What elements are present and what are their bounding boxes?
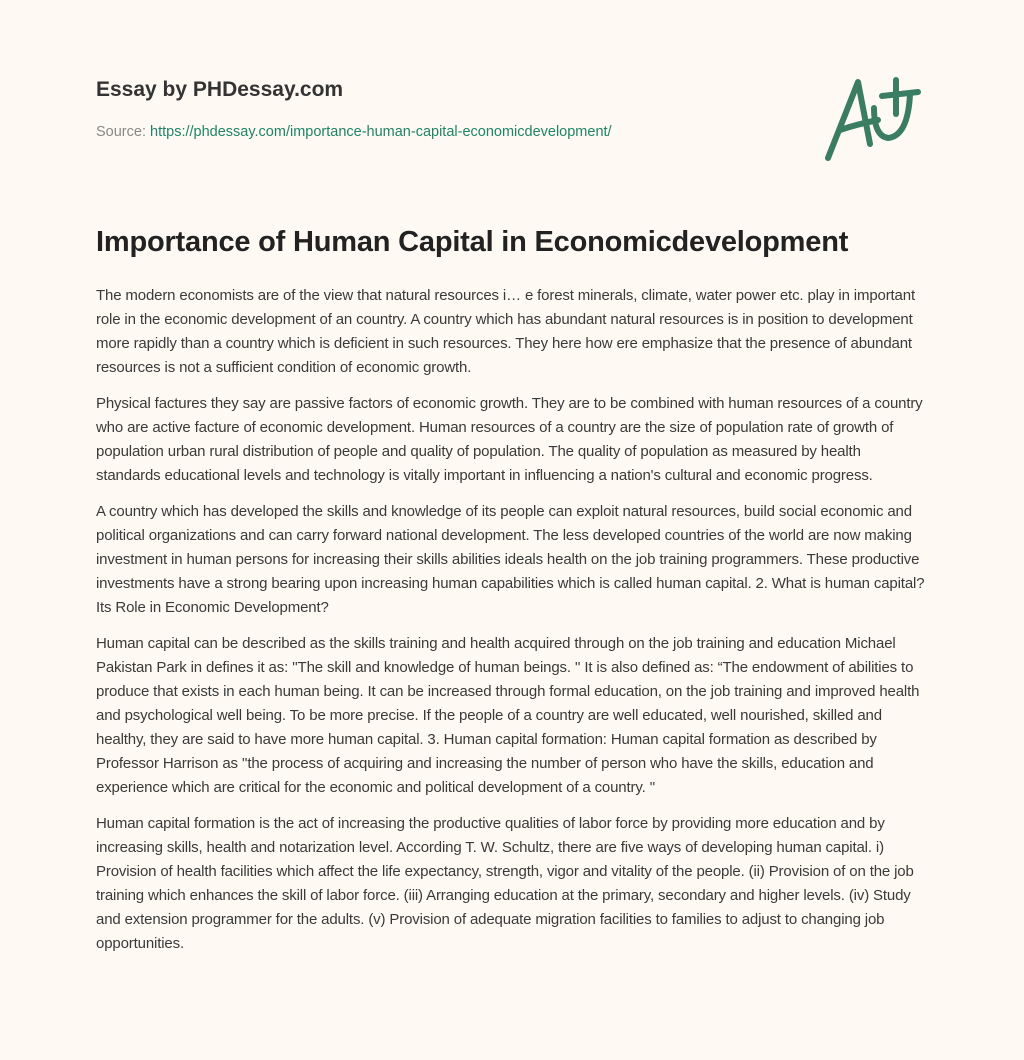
paragraph: Physical factures they say are passive factors of economic growth. They are to be combined with human resources of a country who are active facture of economic development. Human resources of a country are the size of population rate of growth of population urban rural distribution of people and quality of population. The quality of population as measured by health standards educational levels and technology is vitally important in influencing a nation's cultural and economic progress. xyxy=(96,395,923,484)
source-line xyxy=(96,124,612,140)
article-body xyxy=(96,284,926,968)
source-link[interactable]: https://phdessay.com/importance-human-capital-economicdevelopment/ xyxy=(150,124,612,140)
a-plus-logo-icon xyxy=(818,74,928,166)
paragraph: The modern economists are of the view that natural resources i… e forest minerals, climate, water power etc. play in important role in the economic development of an country. A country which has abundant natural resources is in position to development more rapidly than a country which is deficient in such resources. They here how ere emphasize that the presence of abundant resources is not a sufficient condition of economic growth. xyxy=(96,287,915,376)
source-label: Source: xyxy=(96,124,146,140)
paragraph: A country which has developed the skills and knowledge of its people can exploit natural resources, build social economic and political organizations and can carry forward national development. The less developed countries of the world are now making investment in human persons for increasing their skills abilities ideals health on the job training programmers. These productive investments have a strong bearing upon increasing human capabilities which is called human capital. 2. What is human capital? Its Role in Economic Development? xyxy=(96,503,925,616)
paragraph: Human capital formation is the act of increasing the productive qualities of labor force by providing more education and by increasing skills, health and notarization level. According T. W. Schultz, there are five ways of developing human capital. i) Provision of health facilities which affect the life expectancy, strength, vigor and vitality of the people. (ii) Provision of on the job training which enhances the skill of labor force. (iii) Arranging education at the primary, secondary and higher levels. (iv) Study and extension programmer for the adults. (v) Provision of adequate migration facilities to families to adjust to changing job opportunities. xyxy=(96,815,914,952)
paragraph: Human capital can be described as the skills training and health acquired through on the job training and education Michael Pakistan Park in defines it as: ''The skill and knowledge of human beings. '' It is also defined as: “The endowment of abilities to produce that exists in each human being. It can be increased through formal education, on the job training and improved health and psychological well being. To be more precise. If the people of a country are well educated, well nourished, skilled and healthy, they are said to have more human capital. 3. Human capital formation: Human capital formation as described by Professor Harrison as ''the process of acquiring and increasing the number of person who have the skills, education and experience which are critical for the economic and political development of a country. '' xyxy=(96,635,920,796)
article-title: Importance of Human Capital in Economicdevelopment xyxy=(96,226,849,258)
brand-title: Essay by PHDessay.com xyxy=(96,78,344,101)
